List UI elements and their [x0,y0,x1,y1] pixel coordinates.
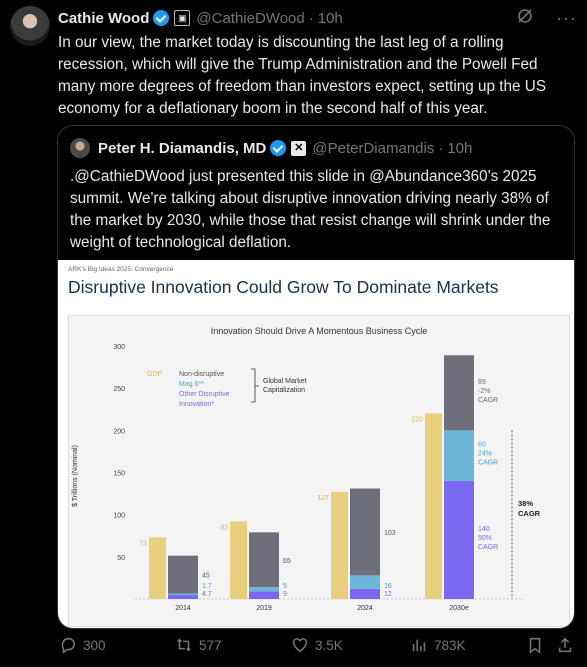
quote-header [98,137,472,159]
cagr-label: 60 [478,441,486,449]
cagr-label: -2% [478,387,491,395]
gdp-value-label: 127 [317,494,329,502]
like-button[interactable] [291,636,343,654]
cagr-label: 50% [478,534,493,542]
views-count: 783K [434,637,466,653]
legend-series-entry: Mag 6** [179,381,204,388]
stack-segment-non-disruptive [444,355,474,430]
stack-segment-non-disruptive [350,489,380,576]
author-name[interactable]: Cathie Wood [58,9,150,27]
share-button[interactable] [556,636,574,654]
tweet-time[interactable]: 10h [317,9,343,27]
value-label-non-disruptive: 103 [384,529,396,537]
x-tick-label: 2014 [175,605,191,612]
gdp-bar [425,413,442,599]
tweet-header [58,8,577,28]
x-tick-label: 2019 [256,605,272,612]
cagr-label: 140 [478,525,490,533]
bookmark-icon [526,636,544,654]
reply-count: 300 [83,637,106,653]
chart-panel [68,315,570,627]
repost-count: 577 [199,637,222,653]
author-handle[interactable]: @CathieDWood [196,9,305,27]
share-icon [556,636,574,654]
value-label-other-disruptive: 12 [384,591,392,598]
x-affiliate-icon: ✕ [291,141,306,156]
legend-series-entry: Other Disruptive [179,391,230,398]
value-label-mag6: 1.7 [202,583,212,590]
stack-segment-mag [350,575,380,588]
quote-author-name: Peter H. Diamandis, MD [98,139,267,157]
y-tick-label: 250 [113,386,125,394]
legend-series-entry: Non-disruptive [179,371,225,378]
quoted-tweet[interactable] [57,125,575,629]
x-tick-label: 2030e [449,605,469,612]
reply-icon [59,636,77,654]
value-label-mag6: 5 [283,583,287,590]
cagr-label: CAGR [478,396,499,404]
stack-segment-non-disruptive [249,532,279,587]
y-tick-label: 50 [117,554,125,562]
y-tick-label: 300 [113,344,125,351]
gdp-bar [331,492,348,599]
stack-segment-mag [168,594,198,595]
legend-bracket-label-2: Capitalization [263,387,306,394]
stack-segment-other [249,591,279,599]
y-tick-label: 150 [113,470,125,478]
separator-dot: · [308,9,314,27]
quote-time: 10h [447,139,473,157]
cagr-label: 24% [478,450,493,458]
cagr-label: 89 [478,378,486,386]
x-tick-label: 2024 [357,605,373,612]
legend-gdp: GDP [147,371,163,378]
slide-header-small: ARK's Big Ideas 2025: Convergence [68,266,174,273]
repost-button[interactable] [175,636,222,654]
separator-dot: · [438,139,444,157]
cagr-label: CAGR [478,543,499,551]
bookmark-button[interactable] [526,636,544,654]
reply-button[interactable] [59,636,106,654]
quote-author-avatar [70,138,90,158]
stack-segment-mag [444,430,474,481]
action-bar [0,636,587,664]
stack-segment-other [444,481,474,599]
legend-series-entry: Innovation* [179,401,215,408]
legend-bracket-label-1: Global Market [263,378,307,385]
quote-text: .@CathieDWood just presented this slide in @Abundance360's 2025 summit. We're talking about disruptive innovation driving nearly 38% of the market by 2030, while those that resist change will shrink under the weight of technological deflation. [70,168,551,251]
gdp-bar [230,521,247,599]
gdp-value-label: 92 [220,524,228,532]
grok-icon[interactable] [516,7,534,30]
chart-svg [69,316,569,626]
y-axis-label: $ Trillions (Nominal) [72,445,79,507]
views-icon [410,636,428,654]
author-avatar[interactable] [10,6,50,46]
like-count: 3.5K [315,637,343,653]
stack-segment-mag [249,587,279,591]
legend-bracket [251,369,259,402]
verified-badge-icon [153,10,169,26]
heart-icon [291,636,309,654]
overall-cagr-label: CAGR [518,509,541,519]
gdp-value-label: 220 [411,416,423,424]
tweet-text: In our view, the market today is discounting the last leg of a rolling recession, which will give the Trump Administration and the Powell Fed many more degrees of freedom than investors expect, setting up the US economy for a deflationary boom in the second half of this year. [58,34,547,117]
views-button[interactable] [410,636,466,654]
chart-title: Innovation Should Drive A Momentous Business Cycle [210,326,428,336]
value-label-mag6: 16 [384,583,392,590]
slide-title: Disruptive Innovation Could Grow To Dominate Markets [68,277,499,297]
value-label-non-disruptive: 45 [202,572,210,580]
gdp-value-label: 73 [139,540,147,548]
y-tick-label: 200 [113,428,125,436]
cagr-label: CAGR [478,459,499,467]
stack-segment-other [168,595,198,599]
affiliate-badge-icon: ▣ [174,10,190,26]
value-label-non-disruptive: 65 [283,557,291,565]
repost-icon [175,636,193,654]
more-options-icon[interactable]: ··· [556,7,577,28]
y-tick-label: 100 [113,512,125,520]
quote-verified-badge-icon [270,140,286,156]
stack-segment-non-disruptive [168,556,198,594]
stack-segment-other [350,589,380,599]
value-label-other-disruptive: 9 [283,591,287,598]
gdp-bar [149,537,166,599]
quote-author-handle: @PeterDiamandis [312,139,435,157]
value-label-other-disruptive: 4.7 [202,591,212,598]
overall-cagr-value: 38% [518,499,534,509]
slide-image[interactable] [58,260,574,628]
